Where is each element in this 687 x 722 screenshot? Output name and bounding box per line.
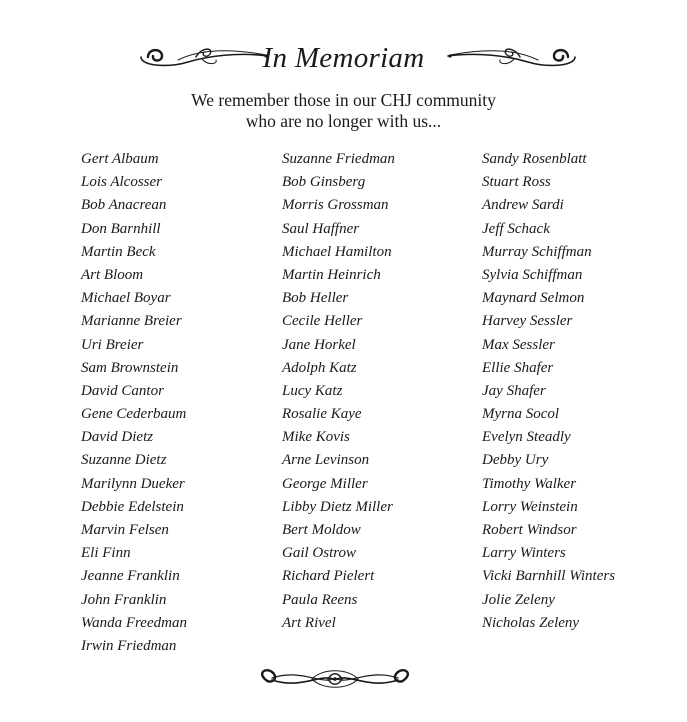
memorial-name: Sylvia Schiffman — [482, 266, 583, 283]
subtitle-line-2: who are no longer with us... — [245, 111, 442, 131]
memorial-name: Bert Moldow — [282, 522, 361, 538]
memorial-name: Wanda Freedman — [81, 614, 187, 631]
memorial-name: Sam Brownstein — [81, 359, 179, 376]
memorial-name: Irwin Friedman — [81, 637, 177, 654]
memorial-name: Gail Ostrow — [282, 545, 357, 562]
memorial-name: Lorry Weinstein — [482, 498, 578, 515]
memorial-name: Gene Cederbaum — [81, 406, 187, 423]
memorial-name: David Cantor — [81, 382, 164, 399]
memorial-name: Suzanne Friedman — [282, 151, 395, 167]
names-column-3 — [482, 148, 615, 635]
memorial-name: Marvin Felsen — [81, 522, 169, 538]
memorial-name: Rosalie Kaye — [282, 406, 362, 423]
memorial-name: Saul Haffner — [282, 220, 360, 237]
memorial-name: Andrew Sardi — [482, 197, 564, 214]
memorial-name: Stuart Ross — [482, 174, 551, 191]
memorial-name: John Franklin — [81, 591, 167, 608]
memorial-name: Martin Heinrich — [282, 266, 381, 283]
memorial-name: Cecile Heller — [282, 313, 363, 330]
memorial-name: George Miller — [282, 475, 368, 492]
memorial-name: Libby Dietz Miller — [282, 498, 393, 515]
memorial-name: Bob Heller — [282, 290, 349, 307]
memorial-name: Max Sessler — [482, 336, 555, 353]
subtitle-line-1: We remember those in our CHJ community — [191, 90, 496, 110]
memorial-name: Jay Shafer — [482, 382, 546, 399]
memorial-name: Suzanne Dietz — [81, 452, 167, 469]
memorial-name: Mike Kovis — [282, 429, 350, 446]
memorial-name: Art Rivel — [282, 614, 336, 631]
memorial-name: Jeff Schack — [482, 220, 550, 237]
memorial-name: Jeanne Franklin — [81, 568, 180, 585]
memorial-name: Timothy Walker — [482, 475, 577, 492]
memorial-name: Marilynn Dueker — [81, 475, 185, 492]
bottom-ornament-icon — [252, 664, 418, 694]
memorial-name: Debby Ury — [482, 452, 549, 469]
memorial-name: Eli Finn — [81, 545, 131, 562]
names-column-1 — [81, 148, 187, 658]
memorial-name: Paula Reens — [282, 591, 358, 608]
flourish-right-icon — [446, 44, 578, 70]
memorial-name: David Dietz — [81, 429, 154, 446]
memorial-name: Murray Schiffman — [482, 243, 592, 260]
memorial-name: Lucy Katz — [282, 382, 343, 399]
memorial-name: Maynard Selmon — [482, 290, 585, 307]
memorial-name: Larry Winters — [482, 545, 566, 562]
memorial-name: Arne Levinson — [282, 452, 370, 469]
memorial-name: Uri Breier — [81, 336, 144, 353]
memorial-name: Don Barnhill — [81, 220, 161, 237]
names-column-2 — [282, 148, 395, 635]
subtitle — [0, 90, 687, 132]
memorial-name: Debbie Edelstein — [81, 498, 184, 515]
memorial-name: Jolie Zeleny — [482, 591, 555, 608]
memorial-name: Richard Pielert — [282, 568, 375, 585]
memorial-name: Bob Anacrean — [81, 197, 167, 214]
memorial-name: Jane Horkel — [282, 336, 356, 353]
memorial-name: Robert Windsor — [482, 522, 577, 538]
memorial-name: Sandy Rosenblatt — [482, 151, 587, 167]
memorial-name: Art Bloom — [81, 266, 144, 283]
memorial-name: Michael Boyar — [81, 290, 171, 307]
memorial-name: Martin Beck — [81, 243, 156, 260]
memorial-name: Vicki Barnhill Winters — [482, 568, 616, 585]
memorial-name: Evelyn Steadly — [482, 429, 571, 446]
page-title: In Memoriam — [262, 42, 425, 74]
memorial-name: Harvey Sessler — [482, 313, 573, 330]
header — [0, 36, 687, 80]
memorial-name: Myrna Socol — [482, 406, 560, 423]
memorial-name: Michael Hamilton — [282, 243, 392, 260]
memorial-name: Bob Ginsberg — [282, 174, 366, 191]
memorial-name: Morris Grossman — [282, 197, 389, 214]
memorial-name: Ellie Shafer — [482, 359, 554, 376]
memorial-name: Nicholas Zeleny — [482, 614, 580, 631]
memorial-name: Marianne Breier — [81, 313, 182, 330]
memorial-name: Gert Albaum — [81, 151, 159, 167]
memorial-name: Lois Alcosser — [81, 174, 162, 191]
memorial-name: Adolph Katz — [282, 359, 357, 376]
